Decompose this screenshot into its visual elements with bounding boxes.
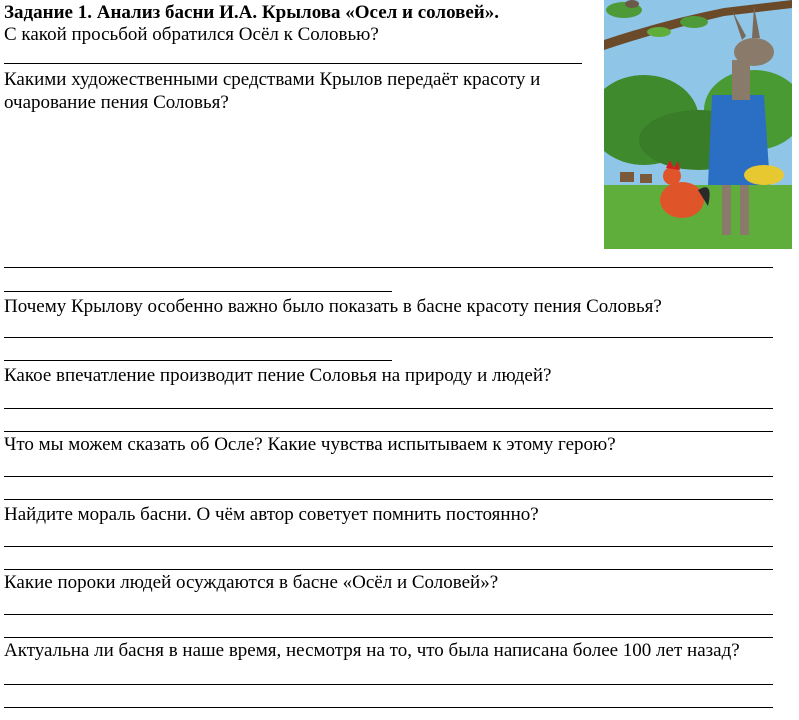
question-2-line-2: очарование пения Соловья? [4,92,229,113]
answer-line[interactable] [4,63,582,64]
question-7: Какие пороки людей осуждаются в басне «Осёл и Соловей»? [4,572,499,593]
illustration-drawing [604,0,792,249]
answer-line[interactable] [4,614,773,615]
donkey-leg [740,180,749,235]
answer-line[interactable] [4,499,773,500]
answer-line[interactable] [4,431,773,432]
donkey-neck [732,60,750,100]
answer-line[interactable] [4,408,773,409]
leaf [647,27,671,37]
answer-line[interactable] [4,337,773,338]
answer-line[interactable] [4,637,773,638]
answer-line[interactable] [4,476,773,477]
donkey-and-nightingale-illustration [604,0,792,249]
answer-line[interactable] [4,291,392,292]
question-4: Какое впечатление производит пение Соловья на природу и людей? [4,365,552,386]
worksheet-title: Задание 1. Анализ басни И.А. Крылова «Осел и соловей». [4,2,499,23]
answer-line[interactable] [4,267,773,268]
animal [620,172,634,182]
question-6: Найдите мораль басни. О чём автор советует помнить постоянно? [4,504,539,525]
question-8: Актуальна ли басня в наше время, несмотря на то, что была написана более 100 лет назад? [4,640,740,661]
question-3: Почему Крылову особенно важно было показать в басне красоту пения Соловья? [4,296,662,317]
answer-line[interactable] [4,546,773,547]
hat [744,165,784,185]
answer-line[interactable] [4,707,773,708]
leaf [680,16,708,28]
donkey-head [734,38,774,66]
question-1: С какой просьбой обратился Осёл к Соловью? [4,24,379,45]
donkey-leg [722,180,731,235]
rooster-body [660,182,704,218]
answer-line[interactable] [4,360,392,361]
question-5: Что мы можем сказать об Осле? Какие чувства испытываем к этому герою? [4,434,616,455]
nightingale [625,0,639,8]
answer-line[interactable] [4,569,773,570]
answer-line[interactable] [4,684,773,685]
question-2-line-1: Какими художественными средствами Крылов передаёт красоту и [4,69,541,90]
animal [640,174,652,183]
